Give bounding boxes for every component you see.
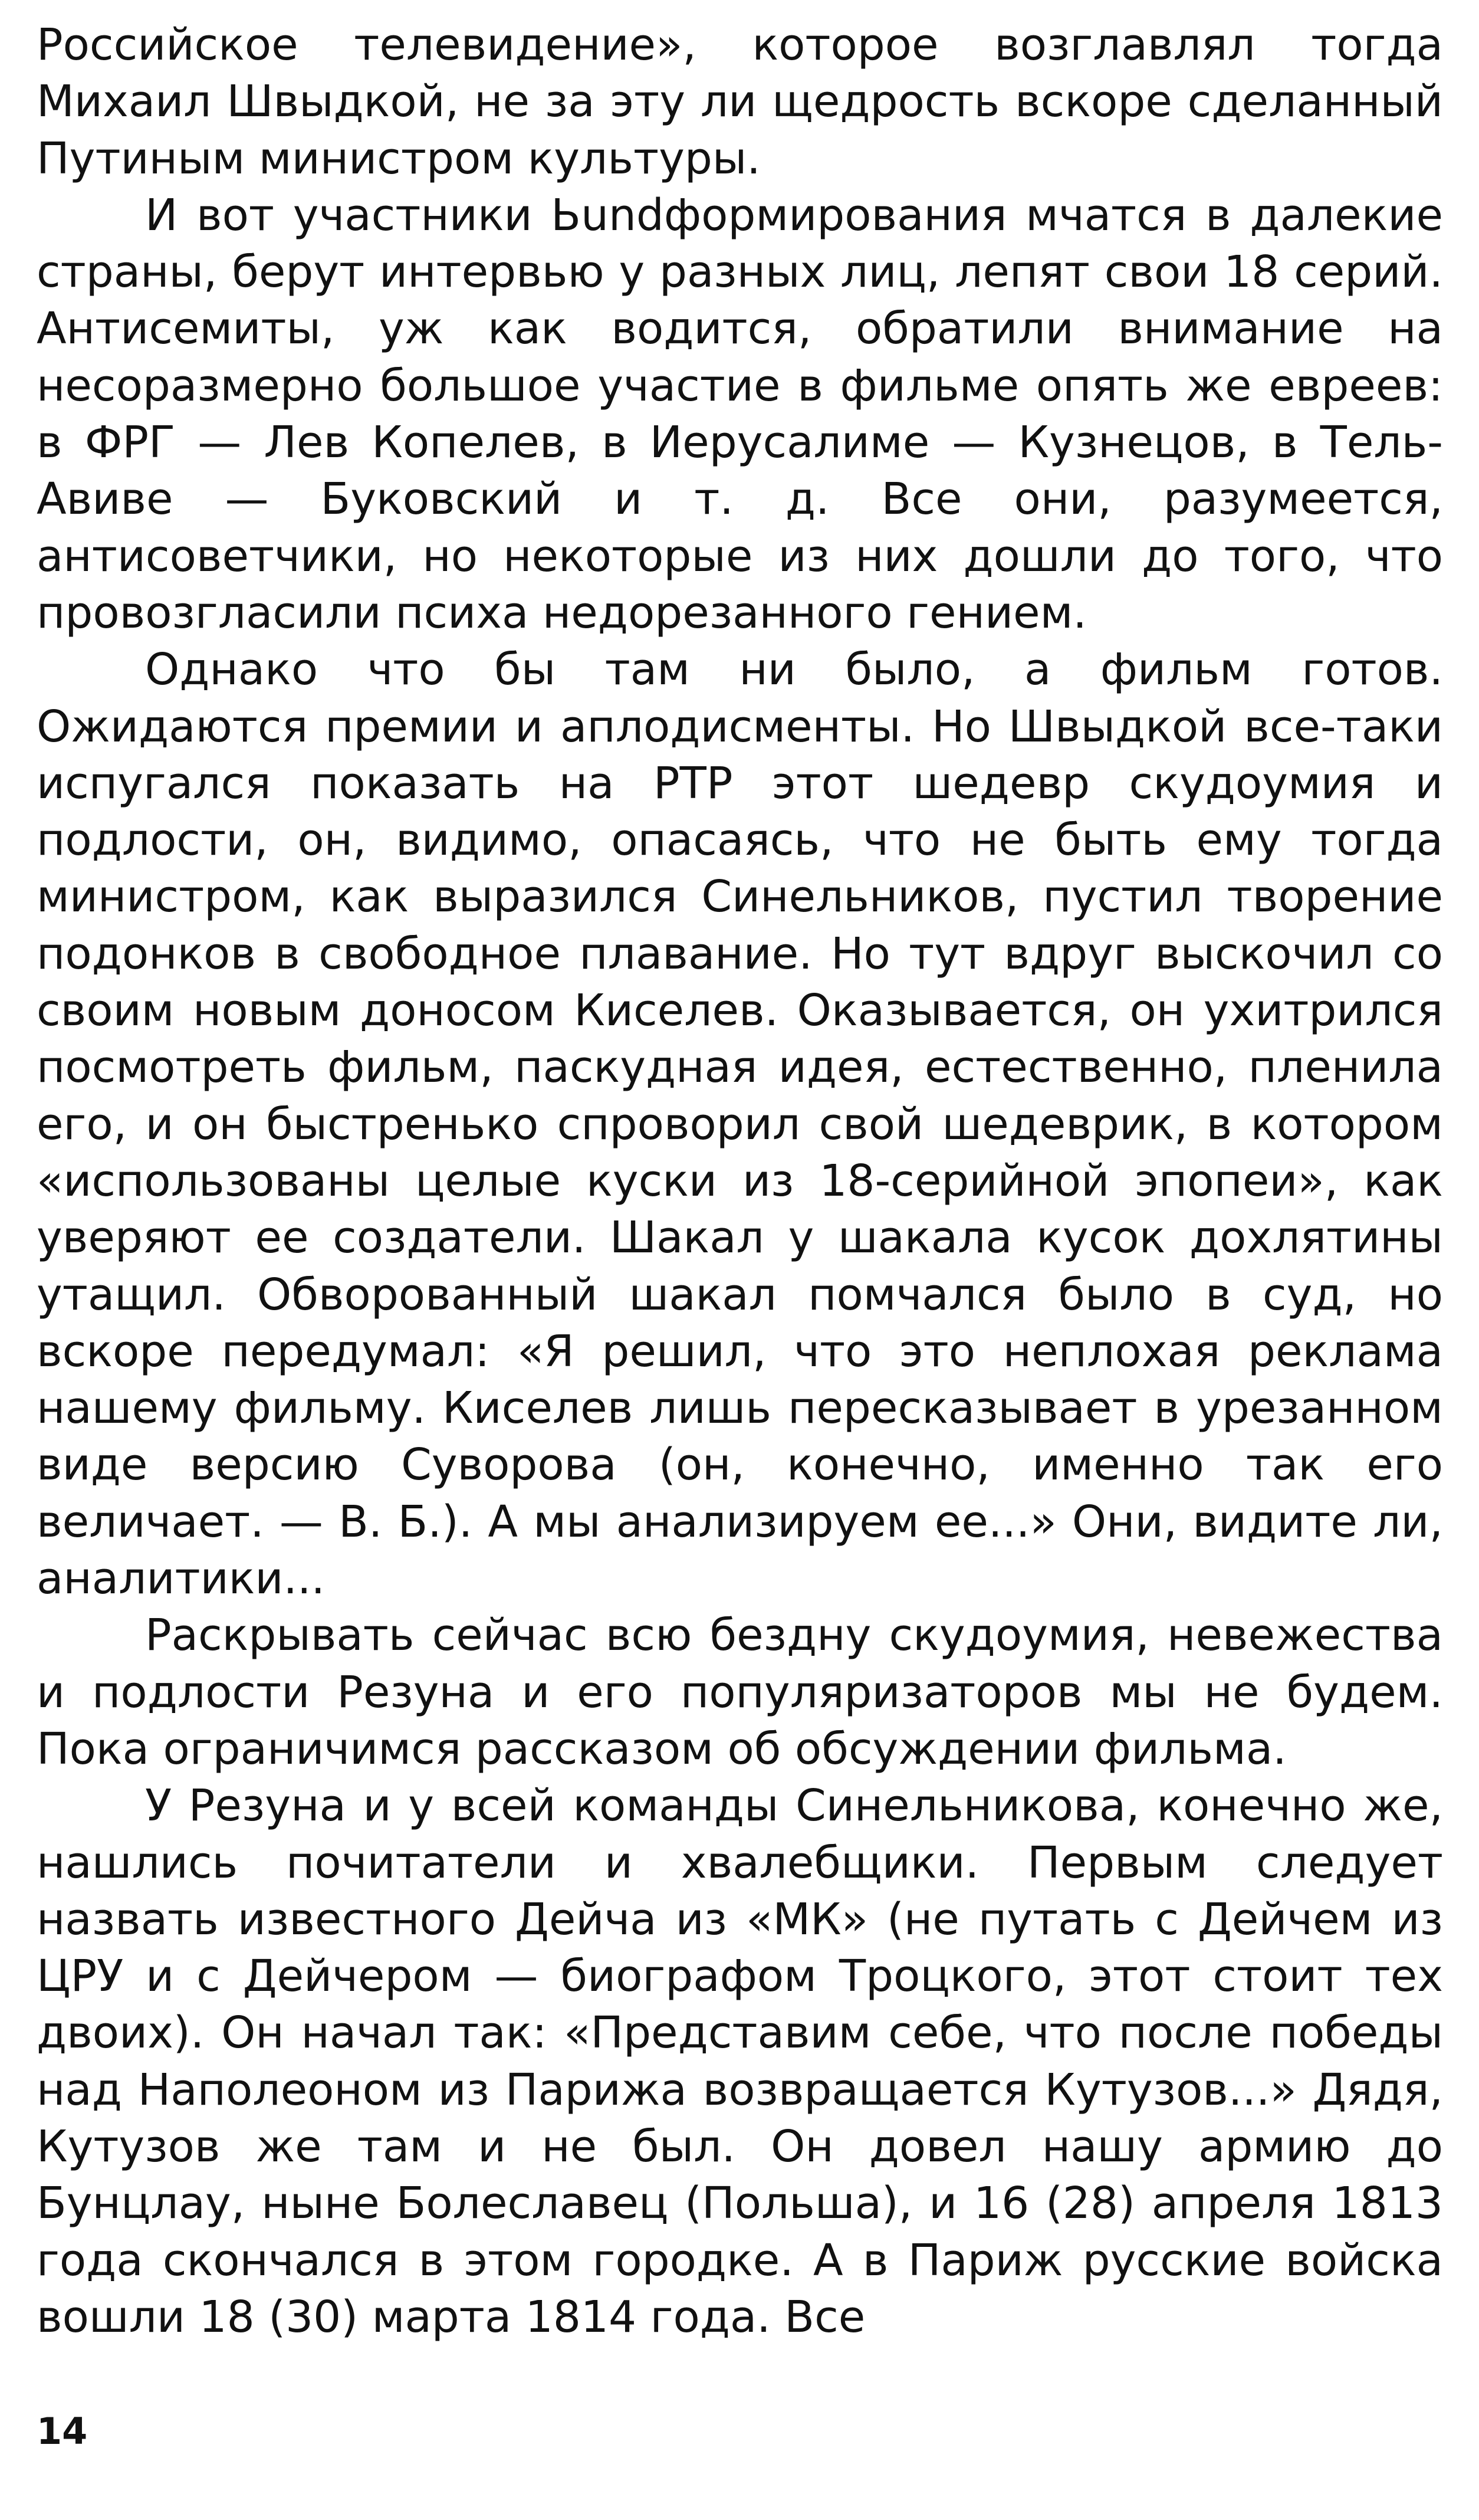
paragraph-3: Однако что бы там ни было, а фильм готов. Ожидаются премии и аплодисменты. Но Швыдкой все-таки испугался показать на РТР этот шедевр скудоумия и подлости, он, видимо, опасаясь, что не быть ему тогда министром, как выразился Синельников, пустил творение подонков в свободное плавание. Но тут вдруг выскочил со своим новым доносом Киселев. Оказывается, он ухитрился посмотреть фильм, паскудная идея, естественно, пленила его, и он быстренько спроворил свой шедеврик, в котором «использованы целые куски из 18-серийной эпопеи», как уверяют ее создатели. Шакал у шакала кусок дохлятины утащил. Обворованный шакал помчался было в суд, но вскоре передумал: «Я решил, что это неплохая реклама нашему фильму. Киселев лишь пересказывает в урезанном виде версию Суворова (он, конечно, именно так его величает. — В. Б.). А мы анализируем ее...» Они, видите ли, аналитики... bbox=[37, 644, 1443, 1604]
paragraph-5: У Резуна и у всей команды Синельникова, конечно же, нашлись почитатели и хвалебщики. Первым следует назвать известного Дейча из «МК» (не путать с Дейчем из ЦРУ и с Дейчером — биографом Троцкого, этот стоит тех двоих). Он начал так: «Представим себе, что после победы над Наполеоном из Парижа возвращается Кутузов...» Дядя, Кутузов же там и не был. Он довел нашу армию до Бунцлау, ныне Болеславец (Польша), и 16 (28) апреля 1813 года скончался в этом городке. А в Париж русские войска вошли 18 (30) марта 1814 года. Все bbox=[37, 1780, 1443, 2342]
paragraph-4: Раскрывать сейчас всю бездну скудоумия, невежества и подлости Резуна и его популяризаторов мы не будем. Пока ограничимся рассказом об обсуждении фильма. bbox=[37, 1610, 1443, 1774]
paragraph-1: Российское телевидение», которое возглавлял тогда Михаил Швыдкой, не за эту ли щедрость вскоре сделанный Путиным министром культуры. bbox=[37, 19, 1443, 184]
page-number: 14 bbox=[37, 2410, 88, 2453]
body-text bbox=[37, 17, 1443, 2345]
paragraph-2: И вот участники Ьundформирования мчатся в далекие страны, берут интервью у разных лиц, лепят свои 18 серий. Антисемиты, уж как водится, обратили внимание на несоразмерно большое участие в фильме опять же евреев: в ФРГ — Лев Копелев, в Иерусалиме — Кузнецов, в Тель-Авиве — Буковский и т. д. Все они, разумеется, антисоветчики, но некоторые из них дошли до того, что провозгласили психа недорезанного гением. bbox=[37, 189, 1443, 638]
